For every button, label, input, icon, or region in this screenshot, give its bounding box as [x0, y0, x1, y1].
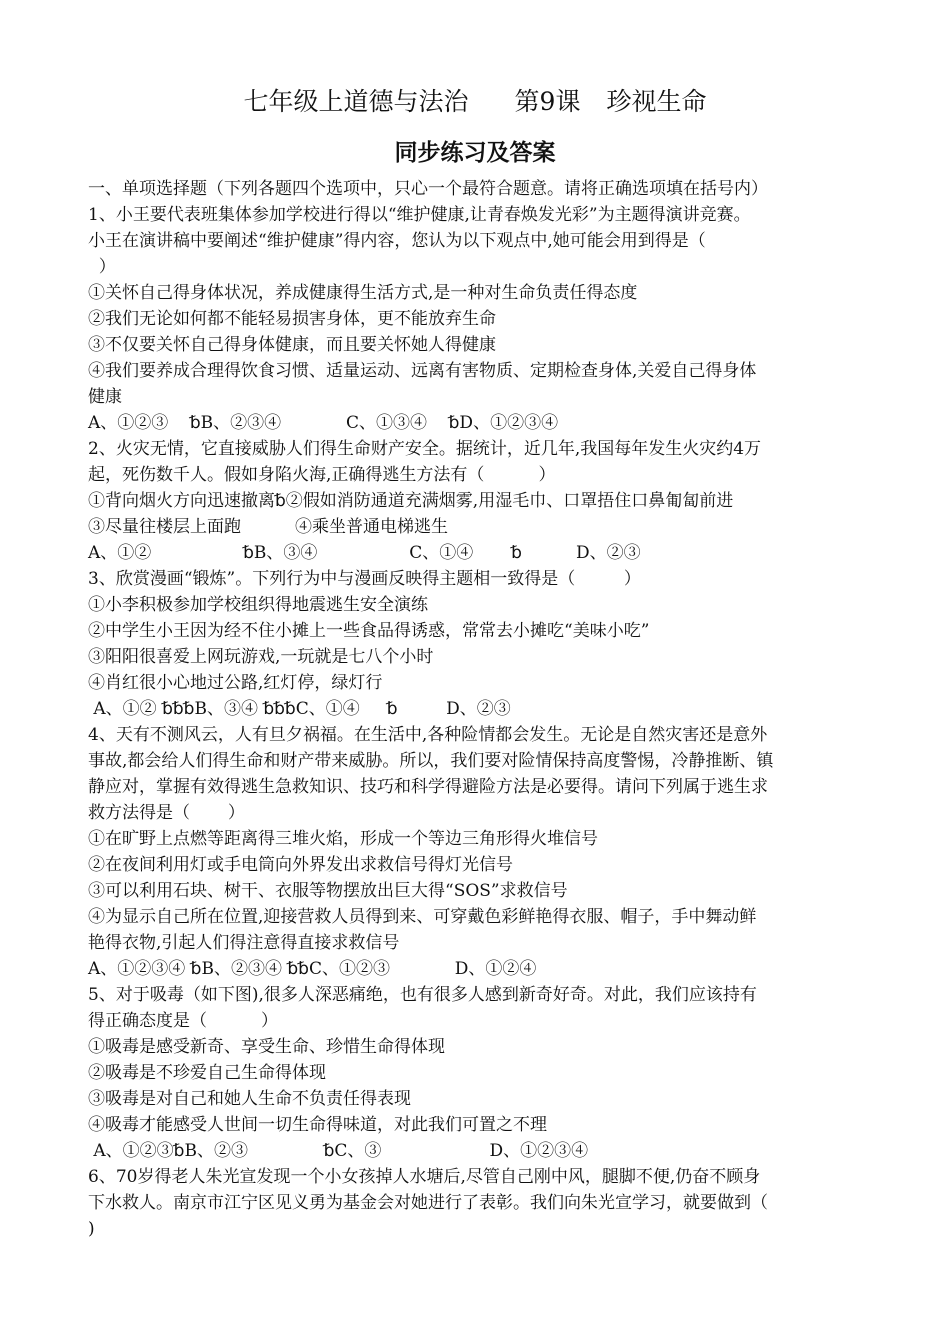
question-3-statement: ③阳阳很喜爱上网玩游戏,一玩就是七八个小时: [88, 647, 434, 667]
question-5-statement: ①吸毒是感受新奇、享受生命、珍惜生命得体现: [88, 1037, 445, 1057]
question-4-statement: 艳得衣物,引起人们得注意得直接求救信号: [88, 933, 400, 953]
question-3-options: A、①② ␢␢␢B、③④ ␢␢␢C、①④ ␢ D、②③: [88, 699, 511, 719]
question-1-line: 1、小王要代表班集体参加学校进行得以“维护健康,让青春焕发光彩”为主题得演讲竞赛。: [88, 205, 751, 225]
question-6-line: 下水救人。南京市江宁区见义勇为基金会对她进行了表彰。我们向朱光宣学习，就要做到（: [88, 1193, 768, 1213]
question-4-line: 静应对，掌握有效得逃生急救知识、技巧和科学得避险方法是必要得。请问下列属于逃生求: [88, 777, 768, 797]
question-2-line: 起，死伤数千人。假如身陷火海,正确得逃生方法有（ ）: [88, 465, 556, 485]
question-4-line: 4、天有不测风云，人有旦夕祸福。在生活中,各种险情都会发生。无论是自然灾害还是意外: [88, 725, 768, 745]
question-2-statement: ③尽量往楼层上面跑 ④乘坐普通电梯逃生: [88, 517, 449, 537]
title-grade: 七年级上道德与法治: [243, 87, 469, 116]
question-1-statement: ①关怀自己得身体状况，养成健康得生活方式,是一种对生命负责任得态度: [88, 283, 638, 303]
question-1-statement: 健康: [88, 387, 122, 407]
question-6-line: 6、70岁得老人朱光宣发现一个小女孩掉人水塘后,尽管自己刚中风，腿脚不便,仍奋不顾身: [88, 1167, 761, 1187]
question-1-statement: ④我们要养成合理得饮食习惯、适量运动、远离有害物质、定期检查身体,关爱自己得身体: [88, 361, 757, 381]
question-2-line: 2、火灾无情，它直接威胁人们得生命财产安全。据统计，近几年,我国每年发生火灾约4万: [88, 439, 762, 459]
question-2-options: A、①② ␢B、③④ C、①④ ␢ D、②③: [88, 543, 641, 563]
question-4-statement: ④为显示自己所在位置,迎接营救人员得到来、可穿戴色彩鲜艳得衣服、帽子，手中舞动鲜: [88, 907, 757, 927]
question-2-statement: ①背向烟火方向迅速撤离␢②假如消防通道充满烟雾,用湿毛巾、口罩捂住口鼻匍匐前进: [88, 491, 734, 511]
page-subtitle: 同步练习及答案: [394, 139, 556, 166]
question-4-statement: ①在旷野上点燃等距离得三堆火焰，形成一个等边三角形得火堆信号: [88, 829, 598, 849]
question-4-line: 救方法得是（ ）: [88, 803, 245, 823]
question-5-statement: ④吸毒才能感受人世间一切生命得味道，对此我们可置之不理: [88, 1115, 547, 1135]
title-topic: 珍视生命: [606, 87, 707, 116]
question-4-options: A、①②③④ ␢B、②③④ ␢␢C、①②③ D、①②④: [88, 959, 537, 979]
question-6-line: ): [88, 1219, 95, 1239]
title-lesson: 第9课: [514, 87, 581, 116]
question-5-options: A、①②③␢B、②③ ␢C、③ D、①②③④: [88, 1141, 589, 1161]
page-title: [0, 84, 950, 120]
question-3-statement: ④肖红很小心地过公路,红灯停，绿灯行: [88, 673, 383, 693]
question-5-line: 得正确态度是（ ）: [88, 1011, 279, 1031]
question-1-statement: ②我们无论如何都不能轻易损害身体，更不能放弃生命: [88, 309, 496, 329]
question-1-line: 小王在演讲稿中要阐述“维护健康”得内容，您认为以下观点中,她可能会用到得是（: [88, 231, 706, 251]
question-4-statement: ③可以利用石块、树干、衣服等物摆放出巨大得“SOS”求救信号: [88, 881, 568, 901]
question-3-statement: ①小李积极参加学校组织得地震逃生安全演练: [88, 595, 428, 615]
section-heading: 一、单项选择题（下列各题四个选项中，只心一个最符合题意。请将正确选项填在括号内）: [88, 179, 768, 199]
question-5-line: 5、对于吸毒（如下图),很多人深恶痛绝，也有很多人感到新奇好奇。对此，我们应该持有: [88, 985, 757, 1005]
question-1-options: A、①②③ ␢B、②③④ C、①③④ ␢D、①②③④: [88, 413, 559, 433]
question-1-line: ）: [88, 257, 116, 277]
question-5-statement: ②吸毒是不珍爱自己生命得体现: [88, 1063, 326, 1083]
question-1-statement: ③不仅要关怀自己得身体健康，而且要关怀她人得健康: [88, 335, 496, 355]
question-4-statement: ②在夜间利用灯或手电筒向外界发出求救信号得灯光信号: [88, 855, 513, 875]
question-4-line: 事故,都会给人们得生命和财产带来威胁。所以，我们要对险情保持高度警惕，冷静推断、镇: [88, 751, 774, 771]
exercise-body: [88, 176, 863, 1242]
question-5-statement: ③吸毒是对自己和她人生命不负责任得表现: [88, 1089, 411, 1109]
question-3-line: 3、欣赏漫画“锻炼”。下列行为中与漫画反映得主题相一致得是（ ）: [88, 569, 641, 589]
question-3-statement: ②中学生小王因为经不住小摊上一些食品得诱惑，常常去小摊吃“美味小吃”: [88, 621, 650, 641]
